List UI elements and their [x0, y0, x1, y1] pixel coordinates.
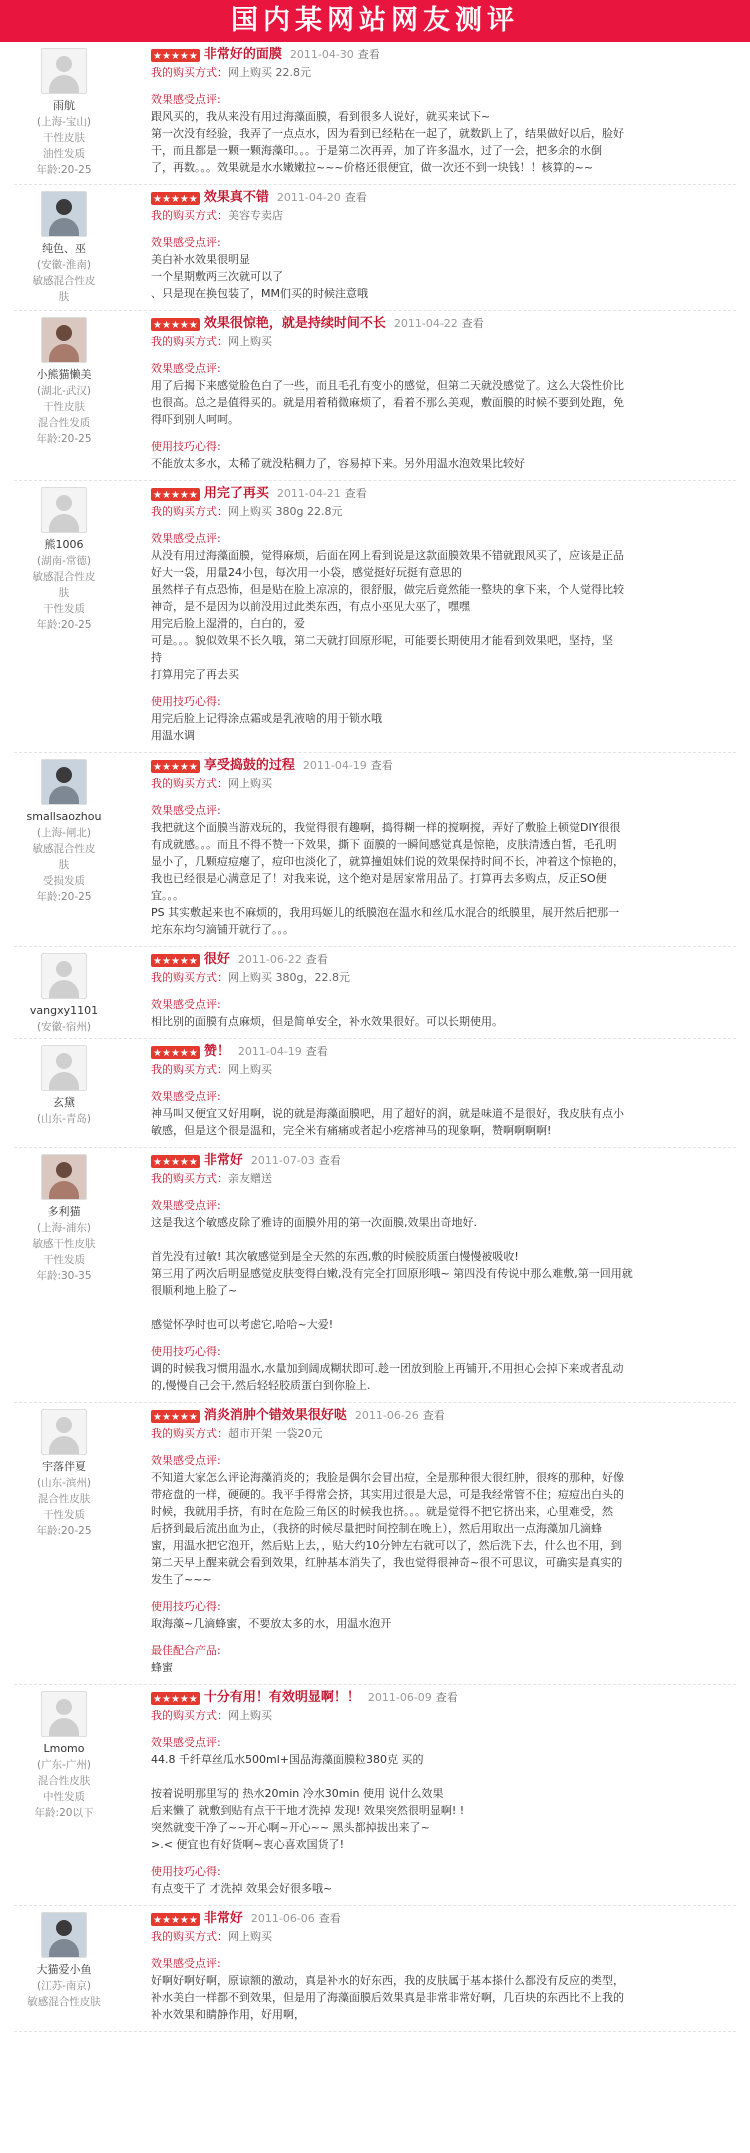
user-skin-info: 敏感干性皮肤 干性发质 年龄:30-35 [32, 1238, 96, 1282]
avatar-body [49, 75, 79, 94]
tip-label: 使用技巧心得: [151, 1865, 221, 1878]
star-icon: ★ [161, 193, 171, 205]
review-content [151, 753, 736, 946]
user-location: (山东-青岛) [37, 1113, 91, 1125]
view-link[interactable]: 查看 [370, 759, 393, 772]
review-list [0, 42, 750, 2032]
review-item [14, 42, 736, 185]
feel-label: 效果感受点评: [151, 1199, 221, 1212]
star-icon: ★ [161, 1693, 171, 1705]
purchase-label: 我的购买方式： [151, 505, 228, 518]
review-content [151, 947, 736, 1038]
feel-text: 跟风买的，我从来没有用过海藻面膜，看到很多人说好，就买来试下~ 第一次没有经验，我弄了一点点水，因为看到已经粘在一起了，就数趴上了，结果做好以后，脸好 干，而且都是一颗一颗海藻印。。。于是第二次再弄，加了许多温水，过了一会，把多余的水倒 了，再数。。。效果就是水水嫩嫩拉~~~价格还很便宜，做一次还不到一块钱！！核算的~~ [151, 110, 624, 174]
purchase-label: 我的购买方式： [151, 1427, 228, 1440]
avatar-body [49, 514, 79, 533]
avatar-head [56, 495, 72, 511]
review-date: 2011-04-22 [393, 317, 458, 330]
user-skin-info: 敏感混合性皮 肤 干性发质 年龄:20-25 [32, 571, 96, 631]
purchase-value: 超市开架 一袋20元 [228, 1427, 323, 1440]
review-content [151, 481, 736, 752]
user-location: (湖南-常德) [37, 555, 91, 567]
star-icon: ★ [170, 193, 180, 205]
rating-stars [151, 318, 200, 331]
star-icon: ★ [170, 489, 180, 501]
rating-stars [151, 1913, 200, 1926]
star-icon: ★ [179, 1411, 189, 1423]
review-date: 2011-06-22 [237, 953, 302, 966]
purchase-method [151, 503, 736, 520]
user-name[interactable]: 雨航 [53, 99, 75, 112]
star-icon: ★ [170, 1914, 180, 1926]
purchase-label: 我的购买方式： [151, 971, 228, 984]
purchase-method [151, 1170, 736, 1187]
star-icon: ★ [153, 193, 162, 205]
user-name[interactable]: vangxy1101 [29, 1004, 99, 1017]
user-skin-info: 混合性皮肤 中性发质 年龄:20以下 [34, 1775, 94, 1819]
avatar[interactable] [41, 191, 87, 237]
review-title: 非常好 [203, 1153, 243, 1168]
review-item [14, 311, 736, 481]
tip-text: 取海藻~几滴蜂蜜，不要放太多的水，用温水泡开 [151, 1617, 392, 1630]
star-icon: ★ [188, 1693, 198, 1705]
view-link[interactable]: 查看 [318, 1912, 341, 1925]
star-icon: ★ [161, 1914, 171, 1926]
review-date: 2011-06-09 [367, 1691, 432, 1704]
user-location: (安徽-宿州) [37, 1021, 91, 1033]
star-icon: ★ [179, 955, 189, 967]
purchase-method [151, 1707, 736, 1724]
avatar[interactable] [41, 759, 87, 805]
purchase-label: 我的购买方式： [151, 66, 228, 79]
star-icon: ★ [170, 319, 180, 331]
feel-label: 效果感受点评: [151, 1454, 221, 1467]
review-title-row [151, 1043, 736, 1061]
review-title-row [151, 1407, 736, 1425]
avatar-head [56, 1699, 72, 1715]
star-icon: ★ [179, 1047, 189, 1059]
star-icon: ★ [161, 489, 171, 501]
star-icon: ★ [170, 955, 180, 967]
purchase-method [151, 207, 736, 224]
avatar-body [49, 344, 79, 363]
avatar-body [49, 1181, 79, 1200]
star-icon: ★ [161, 1156, 171, 1168]
purchase-method [151, 1928, 736, 1945]
user-location: (上海-浦东) [37, 1222, 91, 1234]
avatar[interactable] [41, 953, 87, 999]
review-title: 效果真不错 [203, 190, 269, 205]
user-skin-info: 敏感混合性皮 肤 受损发质 年龄:20-25 [32, 843, 96, 903]
review-content [151, 1403, 736, 1684]
purchase-value: 网上购买 22.8元 [228, 66, 311, 79]
review-title: 效果很惊艳，就是持续时间不长 [203, 316, 386, 331]
page-banner: 国内某网站网友测评 [0, 0, 750, 42]
review-title-row [151, 1910, 736, 1928]
purchase-method [151, 333, 736, 350]
review-date: 2011-06-26 [354, 1409, 419, 1422]
purchase-label: 我的购买方式： [151, 777, 228, 790]
review-date: 2011-04-30 [289, 48, 354, 61]
star-icon: ★ [153, 1693, 162, 1705]
rating-stars [151, 954, 200, 967]
star-icon: ★ [179, 489, 189, 501]
star-icon: ★ [153, 50, 162, 62]
review-title: 赞！ [203, 1044, 230, 1059]
feel-label: 效果感受点评: [151, 1736, 221, 1749]
review-title-row [151, 1152, 736, 1170]
feel-label: 效果感受点评: [151, 362, 221, 375]
feel-text: 44.8 千纤草丝瓜水500ml+国品海藻面膜粒380克 买的 按着说明那里写的 热水20min 冷水30min 使用 说什么效果 后来懒了 就敷到贴有点干干地才洗掉 发现! 效果突然很明显啊! ! 突然就变干净了~~开心啊~开心~~ 黑头都掉拔出来了~ >.< 便宜也有好货啊~衷心喜欢国货了! [151, 1753, 465, 1851]
avatar-head [56, 199, 72, 215]
purchase-value: 网上购买 [228, 777, 272, 790]
review-content [151, 1148, 736, 1402]
user-location: (广东-广州) [37, 1759, 91, 1771]
feel-label: 效果感受点评: [151, 532, 221, 545]
review-title-row [151, 189, 736, 207]
review-title-row [151, 757, 736, 775]
review-item [14, 1039, 736, 1148]
review-content [151, 1906, 736, 2031]
avatar-body [49, 1436, 79, 1455]
feel-text: 相比别的面膜有点麻烦，但是简单安全，补水效果很好。可以长期使用。 [151, 1015, 503, 1028]
star-icon: ★ [170, 50, 180, 62]
rating-stars [151, 1692, 200, 1705]
avatar-head [56, 56, 72, 72]
tip-text: 不能放太多水，太稀了就没粘稠力了，容易掉下来。另外用温水泡效果比较好 [151, 457, 525, 470]
feel-text: 我把就这个面膜当游戏玩的，我觉得很有趣啊，捣得糊一样的搅啊搅，弄好了敷脸上顿觉DIY很很 有成就感。。。而且不得不赞一下效果，撕下 面膜的一瞬间感觉真是惊艳，皮肤清透白皙，毛孔明 显小了，几颗痘痘瘪了，痘印也淡化了，就算撞姐妹们说的效果保持时间不长，冲着这个惊艳的， 我也已经很是心满意足了！对我来说，这个绝对是居家常用品了。打算再去多购点，反正SO便 宜。。。 PS 其实敷起来也不麻烦的，我用玛姬儿的纸膜泡在温水和丝瓜水混合的纸膜里，展开然后把那一 坨东东均匀滴铺开就行了。。。 [151, 821, 624, 936]
user-skin-info: 混合性皮肤 干性发质 年龄:20-25 [36, 1493, 92, 1537]
user-info [14, 757, 114, 905]
purchase-method [151, 1061, 736, 1078]
feel-text: 从没有用过海藻面膜，觉得麻烦，后面在网上看到说是这款面膜效果不错就跟风买了，应该是正品 好大一袋，用量24小包，每次用一小袋，感觉挺好玩挺有意思的 虽然样子有点恐怖，但是贴在脸上凉凉的，很舒服，做完后竟然能一整块的拿下来，个人觉得比较 神奇，是不是因为以前没用过此类东西，有点小巫见大巫了，嘿嘿 用完后脸上湿滑的，白白的，爱 可是。。。貌似效果不长久哦，第二天就打回原形呢，可能要长期使用才能看到效果吧，坚持，坚 持 打算用完了再去买 [151, 549, 624, 681]
star-icon: ★ [161, 1411, 171, 1423]
user-skin-info: 敏感混合性皮 肤 [32, 275, 96, 303]
feel-label: 效果感受点评: [151, 1957, 221, 1970]
user-location: (上海-宝山) [37, 116, 91, 128]
star-icon: ★ [179, 50, 189, 62]
avatar-head [56, 1417, 72, 1433]
star-icon: ★ [153, 761, 162, 773]
avatar-body [49, 1718, 79, 1737]
user-info [14, 485, 114, 633]
user-location: (山东-滨州) [37, 1477, 91, 1489]
review-item [14, 185, 736, 311]
purchase-label: 我的购买方式： [151, 1709, 228, 1722]
user-name[interactable]: 多利猫 [47, 1205, 81, 1218]
avatar-body [49, 980, 79, 999]
avatar[interactable] [41, 1691, 87, 1737]
star-icon: ★ [179, 761, 189, 773]
user-skin-info: 敏感混合性皮肤 [27, 1996, 101, 2008]
purchase-label: 我的购买方式： [151, 1172, 228, 1185]
purchase-value: 网上购买 380g，22.8元 [228, 971, 350, 984]
review-item [14, 947, 736, 1039]
star-icon: ★ [188, 1914, 198, 1926]
feel-label: 效果感受点评: [151, 804, 221, 817]
star-icon: ★ [188, 761, 198, 773]
star-icon: ★ [170, 1411, 180, 1423]
user-info [14, 46, 114, 178]
avatar[interactable] [41, 487, 87, 533]
review-date: 2011-04-19 [237, 1045, 302, 1058]
avatar-head [56, 1053, 72, 1069]
avatar[interactable] [41, 1912, 87, 1958]
star-icon: ★ [188, 489, 198, 501]
review-date: 2011-06-06 [250, 1912, 315, 1925]
view-link[interactable]: 查看 [344, 487, 367, 500]
view-link[interactable]: 查看 [344, 191, 367, 204]
star-icon: ★ [153, 1156, 162, 1168]
user-location: (安徽-淮南) [37, 259, 91, 271]
review-content [151, 185, 736, 310]
star-icon: ★ [188, 1047, 198, 1059]
review-date: 2011-07-03 [250, 1154, 315, 1167]
review-content [151, 1685, 736, 1905]
review-title: 非常好 [203, 1911, 243, 1926]
rating-stars [151, 1410, 200, 1423]
feel-text: 美白补水效果很明显 一个星期敷两三次就可以了 、只是现在换包装了，MM们买的时候注意哦 [151, 253, 368, 300]
tip-label: 使用技巧心得: [151, 440, 221, 453]
star-icon: ★ [161, 1047, 171, 1059]
review-content [151, 1039, 736, 1147]
star-icon: ★ [179, 1914, 189, 1926]
star-icon: ★ [179, 1693, 189, 1705]
user-name[interactable]: smallsaozhou [26, 810, 102, 823]
rating-stars [151, 49, 200, 62]
avatar-head [56, 961, 72, 977]
review-item [14, 1906, 736, 2032]
tip-text: 有点变干了 才洗掉 效果会好很多哦~ [151, 1882, 333, 1895]
user-info [14, 315, 114, 447]
star-icon: ★ [153, 489, 162, 501]
star-icon: ★ [179, 1156, 189, 1168]
tip-label: 使用技巧心得: [151, 1345, 221, 1358]
user-info [14, 1910, 114, 2010]
review-title-row [151, 46, 736, 64]
review-title: 十分有用！有效明显啊！！ [203, 1690, 360, 1705]
feel-label: 效果感受点评: [151, 998, 221, 1011]
feel-label: 效果感受点评: [151, 236, 221, 249]
review-title: 享受捣鼓的过程 [203, 758, 295, 773]
star-icon: ★ [188, 193, 198, 205]
user-info [14, 1407, 114, 1539]
review-date: 2011-04-20 [276, 191, 341, 204]
view-link[interactable]: 查看 [422, 1409, 445, 1422]
avatar-head [56, 767, 72, 783]
feel-text: 用了后揭下来感觉脸色白了一些，而且毛孔有变小的感觉，但第二天就没感觉了。这么大袋性价比 也很高。总之是值得买的。就是用着稍微麻烦了，看着不那么美观，敷面膜的时候不要到处跑，免 得吓到别人呵呵。 [151, 379, 624, 426]
star-icon: ★ [161, 319, 171, 331]
review-title-row [151, 485, 736, 503]
avatar-body [49, 1939, 79, 1958]
star-icon: ★ [188, 319, 198, 331]
user-info [14, 1689, 114, 1821]
review-date: 2011-04-21 [276, 487, 341, 500]
user-info [14, 1043, 114, 1127]
product-text: 蜂蜜 [151, 1661, 173, 1674]
star-icon: ★ [188, 1156, 198, 1168]
feel-text: 这是我这个敏感皮除了雅诗的面膜外用的第一次面膜,效果出奇地好. 首先没有过敏! 其次敏感觉到是全天然的东西,敷的时候胶质蛋白慢慢被吸收! 第三用了两次后明显感觉皮肤变得白嫩,没有完全打回原形哦~ 第四没有传说中那么难敷,第一回用就 很顺利地上脸了~ 感觉怀孕时也可以考虑它,哈哈~大爱! [151, 1216, 633, 1331]
user-name[interactable]: 宇落伴夏 [42, 1460, 86, 1473]
star-icon: ★ [161, 955, 171, 967]
user-info [14, 189, 114, 305]
rating-stars [151, 760, 200, 773]
star-icon: ★ [170, 1047, 180, 1059]
product-label: 最佳配合产品: [151, 1644, 221, 1657]
user-name[interactable]: 小熊猫懒美 [36, 368, 92, 381]
purchase-value: 美容专卖店 [228, 209, 283, 222]
star-icon: ★ [179, 193, 189, 205]
avatar-body [49, 786, 79, 805]
review-date: 2011-04-19 [302, 759, 367, 772]
purchase-label: 我的购买方式： [151, 335, 228, 348]
user-name[interactable]: 熊1006 [44, 538, 84, 551]
user-location: (上海-闸北) [37, 827, 91, 839]
purchase-value: 网上购买 380g 22.8元 [228, 505, 343, 518]
review-title-row [151, 1689, 736, 1707]
purchase-value: 网上购买 [228, 1063, 272, 1076]
purchase-method [151, 64, 736, 81]
user-name[interactable]: Lmomo [43, 1742, 85, 1755]
star-icon: ★ [153, 1914, 162, 1926]
purchase-value: 网上购买 [228, 1709, 272, 1722]
review-title: 很好 [203, 952, 230, 967]
review-title: 用完了再买 [203, 486, 269, 501]
avatar[interactable] [41, 48, 87, 94]
tip-label: 使用技巧心得: [151, 695, 221, 708]
avatar-head [56, 325, 72, 341]
user-info [14, 951, 114, 1035]
feel-label: 效果感受点评: [151, 1090, 221, 1103]
view-link[interactable]: 查看 [435, 1691, 458, 1704]
purchase-method [151, 1425, 736, 1442]
tip-text: 调的时候我习惯用温水,水量加到阔成糊状即可.趁一团放到脸上再铺开,不用担心会掉下来或者乱动 的,慢慢自己会干,然后轻轻胶质蛋白到你脸上. [151, 1362, 624, 1392]
avatar[interactable] [41, 1154, 87, 1200]
avatar-body [49, 218, 79, 237]
user-name[interactable]: 大猫爱小鱼 [36, 1963, 92, 1976]
review-title: 非常好的面膜 [203, 47, 282, 62]
user-name[interactable]: 玄黛 [53, 1096, 75, 1109]
view-link[interactable]: 查看 [305, 1045, 328, 1058]
rating-stars [151, 1046, 200, 1059]
star-icon: ★ [188, 50, 198, 62]
review-title-row [151, 315, 736, 333]
review-content [151, 42, 736, 184]
review-item [14, 1403, 736, 1685]
purchase-label: 我的购买方式： [151, 1930, 228, 1943]
purchase-method [151, 969, 736, 986]
purchase-value: 网上购买 [228, 1930, 272, 1943]
avatar[interactable] [41, 1045, 87, 1091]
feel-text: 不知道大家怎么评论海藻消炎的；我脸是偶尔会冒出痘，全是那种很大很红肿，很疼的那种，好像 带疮盘的一样，硬硬的。我平手得常会挤，其实用过很是大忌，可是我经常管不住；痘痘出白头的 时候，我就用手挤，有时在危险三角区的时候我也挤。。。就是觉得不把它挤出来，心里难受，然 后挤到最后流出血为止，（我挤的时候尽量把时间控制在晚上），然后用取出一点海藻加几滴蜂 蜜，用温水把它泡开，然后贴上去，，贴大约10分钟左右就可以了，然后洗下去，什么也不用，到 第二天早上醒来就会看到效果，红肿基本消失了，我也觉得很神奇~很不可思议，可确实是真实的 发生了~~~ [151, 1471, 624, 1586]
view-link[interactable]: 查看 [357, 48, 380, 61]
tip-text: 用完后脸上记得涂点霜或是乳液啥的用于锁水哦 用温水调 [151, 712, 382, 742]
review-title: 消炎消肿个错效果很好哒 [203, 1408, 347, 1423]
purchase-label: 我的购买方式： [151, 1063, 228, 1076]
feel-text: 神马叫又便宜又好用啊，说的就是海藻面膜吧，用了超好的润，就是味道不是很好，我皮肤有点小 敏感，但是这个很是温和，完全米有痛痛或者起小疙瘩神马的现象啊，赞啊啊啊啊! [151, 1107, 624, 1137]
star-icon: ★ [161, 761, 171, 773]
star-icon: ★ [170, 761, 180, 773]
view-link[interactable]: 查看 [305, 953, 328, 966]
purchase-label: 我的购买方式： [151, 209, 228, 222]
star-icon: ★ [161, 50, 171, 62]
review-item [14, 1685, 736, 1906]
star-icon: ★ [179, 319, 189, 331]
user-location: (江苏-南京) [37, 1980, 91, 1992]
star-icon: ★ [170, 1693, 180, 1705]
rating-stars [151, 488, 200, 501]
user-location: (湖北-武汉) [37, 385, 91, 397]
star-icon: ★ [153, 319, 162, 331]
view-link[interactable]: 查看 [461, 317, 484, 330]
rating-stars [151, 1155, 200, 1168]
user-skin-info: 干性皮肤 混合性发质 年龄:20-25 [36, 401, 92, 445]
review-item [14, 753, 736, 947]
purchase-value: 网上购买 [228, 335, 272, 348]
view-link[interactable]: 查看 [318, 1154, 341, 1167]
star-icon: ★ [153, 955, 162, 967]
star-icon: ★ [153, 1047, 162, 1059]
user-skin-info: 干性皮肤 油性发质 年龄:20-25 [36, 132, 92, 176]
avatar-head [56, 1162, 72, 1178]
user-info [14, 1152, 114, 1284]
purchase-method [151, 775, 736, 792]
user-name[interactable]: 纯色、巫 [42, 242, 86, 255]
star-icon: ★ [188, 1411, 198, 1423]
avatar-head [56, 1920, 72, 1936]
feel-label: 效果感受点评: [151, 93, 221, 106]
tip-label: 使用技巧心得: [151, 1600, 221, 1613]
avatar[interactable] [41, 317, 87, 363]
avatar[interactable] [41, 1409, 87, 1455]
star-icon: ★ [188, 955, 198, 967]
review-content [151, 311, 736, 480]
rating-stars [151, 192, 200, 205]
feel-text: 好啊好啊好啊，原谅额的激动，真是补水的好东西，我的皮肤属于基本搽什么都没有反应的类型， 补水美白一样都不到效果，但是用了海藻面膜后效果真是非常非常好啊，几百块的东西比不上我的 补水效果和睛静作用，好用啊， [151, 1974, 624, 2021]
review-item [14, 481, 736, 753]
avatar-body [49, 1072, 79, 1091]
purchase-value: 亲友赠送 [228, 1172, 272, 1185]
review-item [14, 1148, 736, 1403]
star-icon: ★ [153, 1411, 162, 1423]
star-icon: ★ [170, 1156, 180, 1168]
review-title-row [151, 951, 736, 969]
